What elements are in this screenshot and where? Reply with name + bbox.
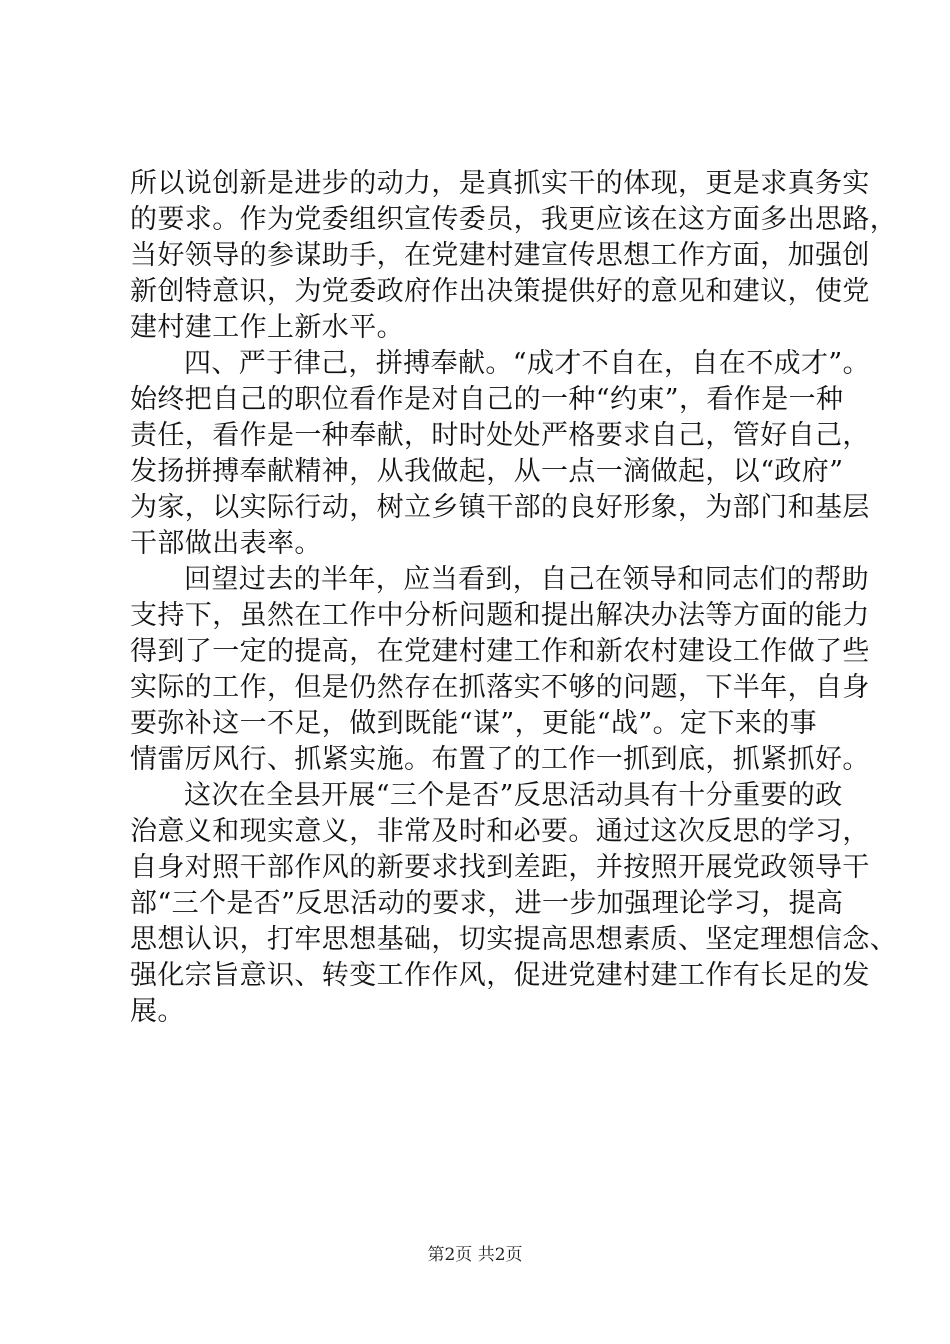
text-line: 部“三个是否”反思活动的要求，进一步加强理论学习，提高 [130, 888, 844, 919]
text-line: 发扬拼搏奉献精神，从我做起，从一点一滴做起，以“政府” [130, 456, 844, 487]
paragraph [130, 778, 898, 1030]
text-line: 要弥补这一不足，做到既能“谋”，更能“战”。定下来的事 [130, 708, 818, 739]
text-line: 治意义和现实意义，非常及时和必要。通过这次反思的学习， [130, 816, 870, 847]
paragraph [130, 166, 898, 346]
text-line: 回望过去的半年，应当看到，自己在领导和同志们的帮助 [184, 564, 869, 595]
text-line: 新创特意识，为党委政府作出决策提供好的意见和建议，使党 [130, 276, 870, 307]
text-line: 的要求。作为党委组织宣传委员，我更应该在这方面多出思路， [130, 204, 898, 235]
text-line: 强化宗旨意识、转变工作作风，促进党建村建工作有长足的发 [130, 960, 870, 991]
page-footer: 第2页 共2页 [427, 1245, 523, 1265]
text-line: 支持下，虽然在工作中分析问题和提出解决办法等方面的能力 [130, 600, 870, 631]
text-line: 四、严于律己，拼搏奉献。“成才不自在，自在不成才”。 [184, 348, 871, 379]
document-body [130, 166, 898, 1030]
text-line: 得到了一定的提高，在党建村建工作和新农村建设工作做了些 [130, 636, 870, 667]
text-line: 所以说创新是进步的动力，是真抓实干的体现，更是求真务实 [130, 168, 870, 199]
text-line: 干部做出表率。 [130, 528, 322, 559]
paragraph [130, 562, 870, 778]
text-line: 实际的工作，但是仍然存在抓落实不够的问题，下半年，自身 [130, 672, 870, 703]
text-line: 思想认识，打牢思想基础，切实提高思想素质、坚定理想信念、 [130, 924, 898, 955]
text-line: 展。 [130, 996, 185, 1027]
text-line: 当好领导的参谋助手，在党建村建宣传思想工作方面，加强创 [130, 240, 870, 271]
text-line: 为家，以实际行动，树立乡镇干部的良好形象，为部门和基层 [130, 492, 870, 523]
text-line: 建村建工作上新水平。 [130, 312, 404, 343]
text-line: 始终把自己的职位看作是对自己的一种“约束”，看作是一种 [130, 384, 844, 415]
text-line: 情雷厉风行、抓紧实施。布置了的工作一抓到底，抓紧抓好。 [130, 744, 870, 775]
text-line: 自身对照干部作风的新要求找到差距，并按照开展党政领导干 [130, 852, 870, 883]
text-line: 这次在全县开展“三个是否”反思活动具有十分重要的政 [184, 780, 843, 811]
text-line: 责任，看作是一种奉献，时时处处严格要求自己，管好自己， [130, 420, 870, 451]
paragraph [130, 346, 871, 562]
